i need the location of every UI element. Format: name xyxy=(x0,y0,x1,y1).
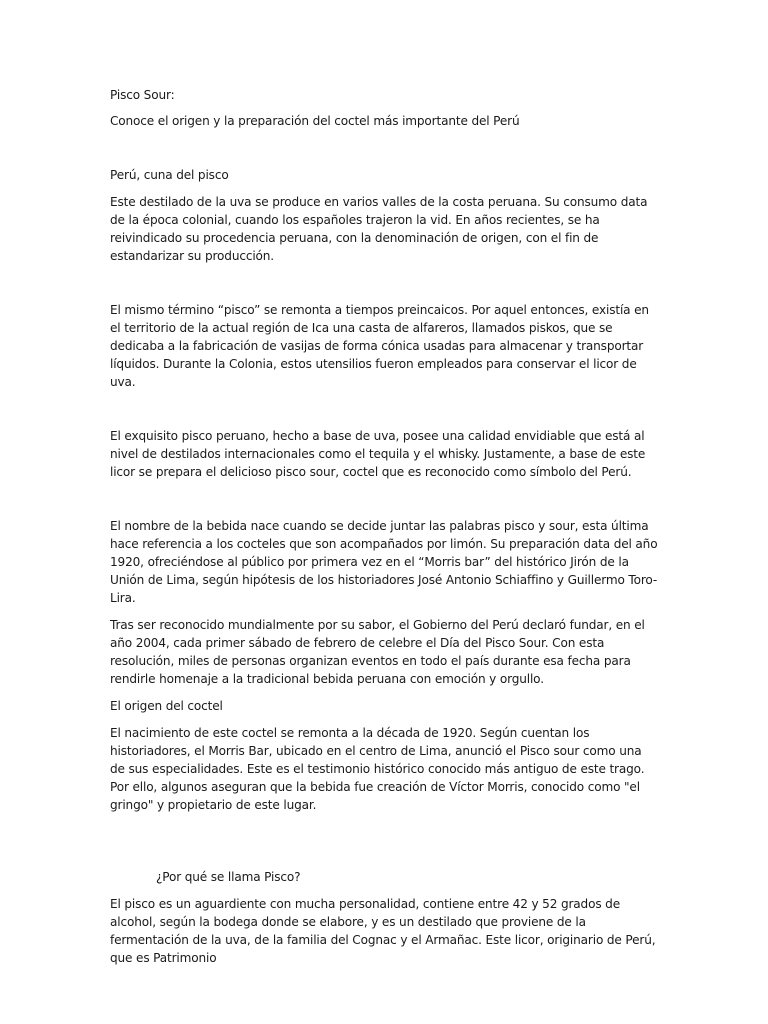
section-heading-por-que: ¿Por qué se llama Pisco? xyxy=(156,870,301,884)
bullet-heading xyxy=(110,868,658,886)
section-heading-peru-cuna: Perú, cuna del pisco xyxy=(110,168,229,182)
paragraph: Tras ser reconocido mundialmente por su sabor, el Gobierno del Perú declaró fundar, en el año 2004, cada primer sábado de febrero de celebre el Día del Pisco Sour. Con esta resolución, miles de personas organizan eventos en todo el país durante esa fecha para rendirle homenaje a la tradicional bebida peruana con emoción y orgullo. xyxy=(110,618,645,686)
document-title: Pisco Sour: xyxy=(110,88,175,102)
paragraph: El pisco es un aguardiente con mucha personalidad, contiene entre 42 y 52 grados de alcohol, según la bodega donde se elabore, y es un destilado que proviene de la fermentación de la uva, de la familia del Cognac y el Armañac. Este licor, originario de Perú, que es Patrimonio xyxy=(110,897,656,965)
paragraph: El nombre de la bebida nace cuando se decide juntar las palabras pisco y sour, esta última hace referencia a los cocteles que son acompañados por limón. Su preparación data del año 1920, ofreciéndose al público por primera vez en el “Morris bar” del histórico Jirón de la Unión de Lima, según hipótesis de los historiadores José Antonio Schiaffino y Guillermo Toro-Lira. xyxy=(110,519,658,605)
paragraph: El mismo término “pisco” se remonta a tiempos preincaicos. Por aquel entonces, existía en el territorio de la actual región de Ica una casta de alfareros, llamados piskos, que se dedicaba a la fabricación de vasijas de forma cónica usadas para almacenar y transportar líquidos. Durante la Colonia, estos utensilios fueron empleados para conservar el licor de uva. xyxy=(110,303,649,389)
document-subtitle: Conoce el origen y la preparación del coctel más importante del Perú xyxy=(110,114,520,128)
paragraph: El nacimiento de este coctel se remonta a la década de 1920. Según cuentan los historiadores, el Morris Bar, ubicado en el centro de Lima, anunció el Pisco sour como una de sus especialidades. Este es el testimonio histórico conocido más antiguo de este trago. Por ello, algunos aseguran que la bebida fue creación de Víctor Morris, conocido como "el gringo" y propietario de este lugar. xyxy=(110,726,645,812)
paragraph: Este destilado de la uva se produce en varios valles de la costa peruana. Su consumo data de la época colonial, cuando los españoles trajeron la vid. En años recientes, se ha reivindicado su procedencia peruana, con la denominación de origen, con el fin de estandarizar su producción. xyxy=(110,195,648,263)
paragraph: El exquisito pisco peruano, hecho a base de uva, posee una calidad envidiable que está al nivel de destilados internacionales como el tequila y el whisky. Justamente, a base de este licor se prepara el delicioso pisco sour, coctel que es reconocido como símbolo del Perú. xyxy=(110,429,646,479)
document-page xyxy=(110,86,658,976)
section-heading-origen: El origen del coctel xyxy=(110,699,223,713)
